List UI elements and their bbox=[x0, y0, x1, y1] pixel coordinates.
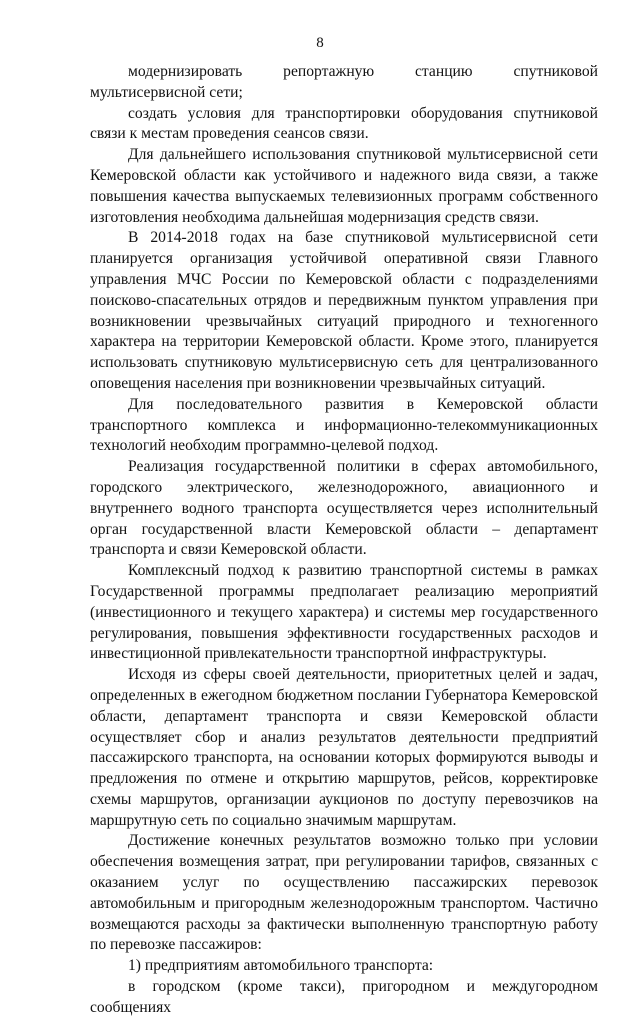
paragraph: Реализация государственной политики в сферах автомобильного, городского электрического, железнодорожного, авиационного и внутреннего водного транспорта осуществляется через исполнительный орган государственной власти Кемеровской области – департамент транспорта и связи Кемеровской области. bbox=[90, 458, 598, 559]
paragraph: Для дальнейшего использования спутниковой мультисервисной сети Кемеровской области как устойчивого и надежного вида связи, а также повышения качества выпускаемых телевизионных программ собственного изготовления необходима дальнейшая модернизация средств связи. bbox=[90, 146, 598, 226]
page-number: 8 bbox=[316, 35, 324, 51]
paragraph: модернизировать репортажную станцию спутниковой мультисервисной сети; bbox=[90, 63, 598, 101]
paragraph: Исходя из сферы своей деятельности, приоритетных целей и задач, определенных в ежегодном бюджетном послании Губернатора Кемеровской области, департамент транспорта и связи Кемеровской области осуществляет сбор и анализ результатов деятельности предприятий пассажирского транспорта, на основании которых формируются выводы и предложения по отмене и открытию маршрутов, рейсов, корректировке схемы маршрутов, организации аукционов по доступу перевозчиков на маршрутную сеть по социально значимым маршрутам. bbox=[90, 666, 598, 829]
paragraph: Для последовательного развития в Кемеровской области транспортного комплекса и информационно-телекоммуникационных технологий необходим программно-целевой подход. bbox=[90, 395, 598, 455]
paragraph: создать условия для транспортировки оборудования спутниковой связи к местам проведения сеансов связи. bbox=[90, 104, 598, 143]
paragraph: 1) предприятиям автомобильного транспорта: bbox=[128, 957, 434, 975]
paragraph: в городском (кроме такси), пригородном и междугородном сообщениях bbox=[90, 978, 598, 1016]
paragraph: В 2014-2018 годах на базе спутниковой мультисервисной сети планируется организация устойчивой оперативной связи Главного управления МЧС России по Кемеровской области с подразделениями поисково-спасательных отрядов и передвижным пунктом управления при возникновении чрезвычайных ситуаций природного и техногенного характера на территории Кемеровской области. Кроме этого, планируется использовать спутниковую мультисервисную сеть для централизованного оповещения населения при возникновении чрезвычайных ситуаций. bbox=[90, 229, 598, 392]
document-body bbox=[90, 62, 598, 1019]
paragraph: Комплексный подход к развитию транспортной системы в рамках Государственной программы предполагает реализацию мероприятий (инвестиционного и текущего характера) и системы мер государственного регулирования, повышения эффективности государственных расходов и инвестиционной привлекательности транспортной инфраструктуры. bbox=[90, 562, 598, 663]
paragraph: Достижение конечных результатов возможно только при условии обеспечения возмещения затрат, при регулировании тарифов, связанных с оказанием услуг по осуществлению пассажирских перевозок автомобильным и пригородным железнодорожным транспортом. Частично возмещаются расходы за фактически выполненную транспортную работу по перевозке пассажиров: bbox=[90, 832, 598, 954]
